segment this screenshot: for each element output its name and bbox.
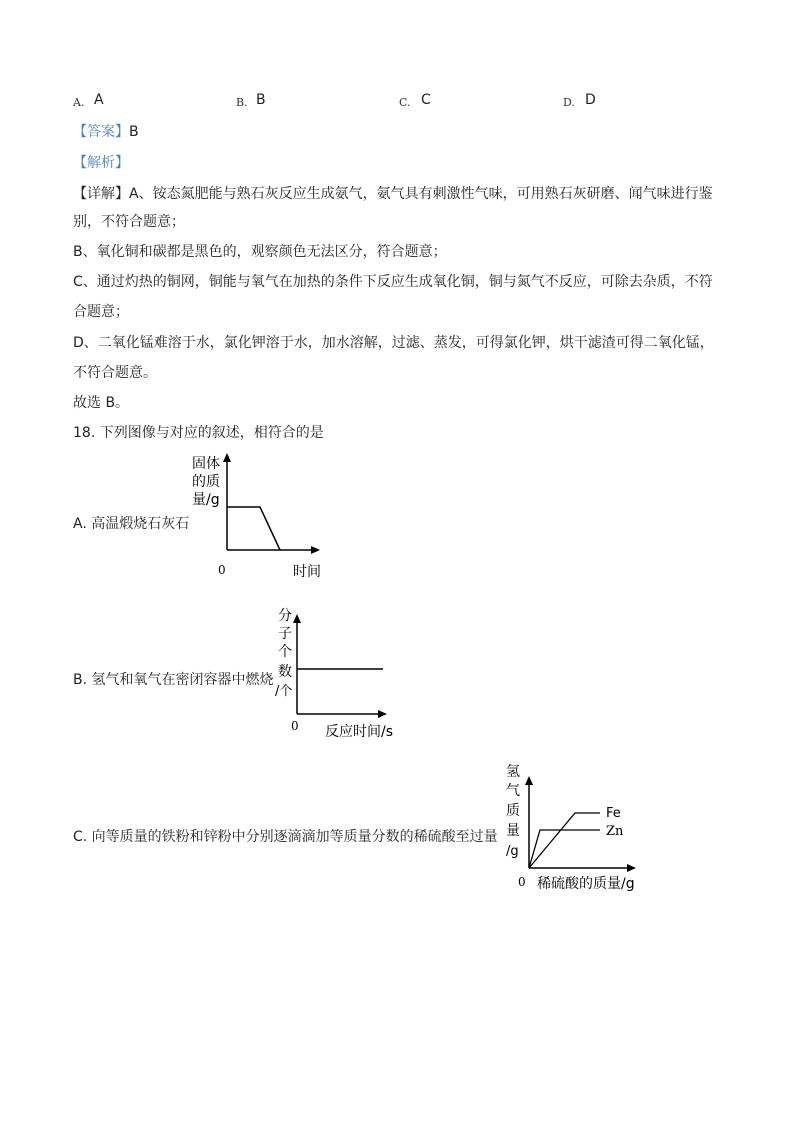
graph-b-ylabel-3: 个 (278, 644, 292, 660)
graph-c-fe-line (529, 813, 600, 868)
option-c-value: C (421, 92, 431, 108)
graph-b-xlabel: 反应时间/s (325, 724, 394, 740)
graph-a-ylabel-3: 量/g (192, 492, 220, 508)
option-b-value: B (256, 92, 266, 108)
graph-a (180, 450, 340, 580)
explanation-line: 合题意； (73, 304, 129, 320)
graph-b-y-arrow (293, 614, 301, 623)
option-d-value: D (585, 92, 596, 108)
graph-c-ylabel-1: 氢 (506, 764, 520, 780)
option-c-letter: C. (399, 96, 411, 109)
graph-a-y-arrow (223, 453, 231, 462)
graph-c-ylabel-4: 量 (506, 823, 520, 839)
graph-a-origin: 0 (218, 563, 226, 577)
option-d-letter: D. (563, 96, 575, 109)
graph-b-origin: 0 (291, 719, 299, 733)
graph-c (500, 760, 650, 900)
question-stem (73, 423, 324, 443)
answer-value: B (129, 124, 139, 140)
graph-c-zn-label: Zn (606, 824, 624, 839)
option-b-letter: B. (236, 96, 248, 109)
graph-c-ylabel-2: 气 (506, 783, 520, 799)
explanation-line: C、通过灼热的铜网，铜能与氧气在加热的条件下反应生成氧化铜，铜与氮气不反应，可除去杂质，不符 (73, 274, 713, 290)
explanation-line: 故选 B。 (73, 395, 130, 411)
graph-b-ylabel-1: 分 (278, 608, 292, 624)
graph-b-ylabel-4: 数 (278, 664, 292, 680)
answer-tag: 【答案】 (73, 124, 129, 140)
question-text: 下列图像与对应的叙述，相符合的是 (99, 425, 324, 441)
graph-a-x-arrow (311, 546, 320, 554)
graph-b (265, 602, 415, 742)
graph-b-x-arrow (378, 710, 387, 718)
graph-c-zn-line (529, 830, 600, 868)
explanation-line: 【详解】A、铵态氮肥能与熟石灰反应生成氨气，氨气具有刺激性气味，可用熟石灰研磨、闻气味进行鉴 (73, 186, 713, 202)
explanation-line: B、氧化铜和碳都是黑色的，观察颜色无法区分，符合题意； (73, 244, 447, 260)
graph-c-ylabel-5: /g (506, 844, 519, 859)
answer-line (73, 121, 139, 141)
graph-a-xlabel: 时间 (293, 564, 321, 580)
graph-c-y-arrow (525, 776, 533, 785)
explanation-line: 别，不符合题意； (73, 214, 185, 230)
question-number: 18. (73, 425, 96, 441)
graph-a-ylabel-1: 固体 (192, 456, 220, 472)
graph-b-ylabel-2: 子 (278, 626, 292, 642)
option-a-value: A (94, 92, 104, 108)
graph-a-ylabel-2: 的质 (192, 474, 220, 490)
analysis-tag: 【解析】 (73, 155, 129, 171)
option-c-label: C. 向等质量的铁粉和锌粉中分别逐滴滴加等质量分数的稀硫酸至过量 (73, 829, 498, 845)
option-b-label: B. 氢气和氧气在密闭容器中燃烧 (73, 672, 274, 688)
explanation-line: D、二氧化锰难溶于水，氯化钾溶于水，加水溶解，过滤、蒸发，可得氯化钾，烘干滤渣可得二氧化锰， (73, 335, 714, 351)
graph-b-ylabel-5: /个 (275, 684, 293, 699)
option-a-letter: A. (73, 96, 85, 109)
graph-c-fe-label: Fe (606, 806, 621, 821)
option-a-label: A. 高温煅烧石灰石 (73, 516, 190, 532)
graph-c-ylabel-3: 质 (506, 803, 520, 819)
graph-c-xlabel: 稀硫酸的质量/g (537, 876, 635, 892)
graph-c-x-arrow (627, 864, 636, 872)
graph-a-curve (227, 507, 280, 550)
graph-c-origin: 0 (518, 875, 526, 889)
explanation-line: 不符合题意。 (73, 365, 157, 381)
